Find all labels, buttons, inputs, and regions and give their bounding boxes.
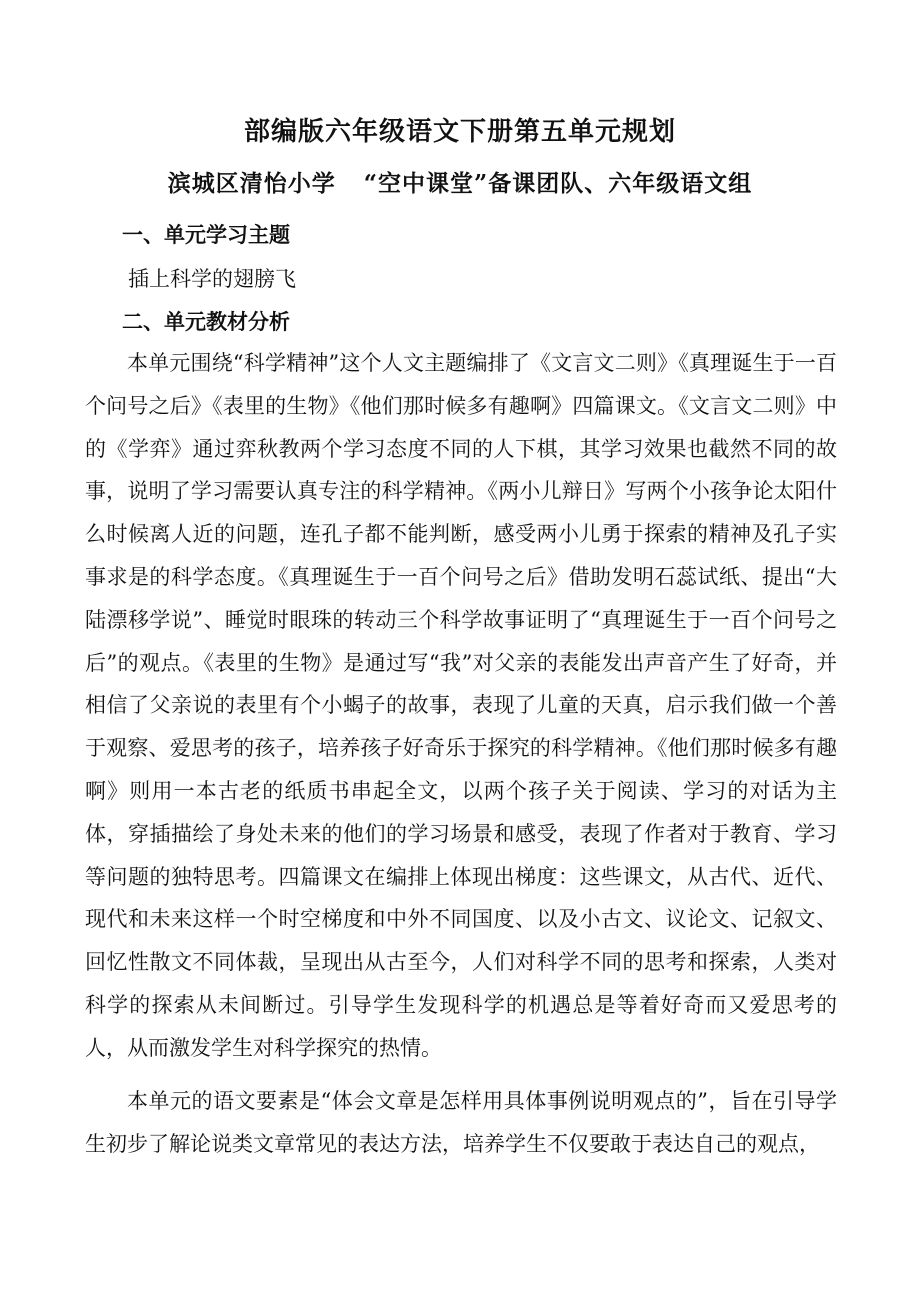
unit-theme-text: 插上科学的翅膀飞 — [128, 267, 296, 291]
document-title: 部编版六年级语文下册第五单元规划 — [243, 117, 676, 147]
document-subtitle — [0, 164, 920, 204]
school-name: 滨城区清怡小学 — [167, 170, 336, 197]
analysis-paragraph-2: 本单元的语文要素是“体会文章是怎样用具体事例说明观点的”，旨在引导学生初步了解论说类文章常见的表达方法，培养学生不仅要敢于表达自己的观点， — [85, 1089, 837, 1156]
analysis-paragraph-1: 本单元围绕“科学精神”这个人文主题编排了《文言文二则》《真理诞生于一百个问号之后》《表里的生物》《他们那时候多有趣啊》四篇课文。《文言文二则》中的《学弈》通过弈秋教两个学习态度不同的人下棋，其学习效果也截然不同的故事，说明了学习需要认真专注的科学精神。《两小儿辩日》写两个小孩争论太阳什么时候离人近的问题，连孔子都不能判断，感受两小儿勇于探索的精神及孔子实事求是的科学态度。《真理诞生于一百个问号之后》借助发明石蕊试纸、提出“大陆漂移学说”、睡觉时眼珠的转动三个科学故事证明了“真理诞生于一百个问号之后”的观点。《表里的生物》是通过写“我”对父亲的表能发出声音产生了好奇，并相信了父亲说的表里有个小蝎子的故事，表现了儿童的天真，启示我们做一个善于观察、爱思考的孩子，培养孩子好奇乐于探究的科学精神。《他们那时候多有趣啊》则用一本古老的纸质书串起全文，以两个孩子关于阅读、学习的对话为主体，穿插描绘了身处未来的他们的学习场景和感受，表现了作者对于教育、学习等问题的独特思考。四篇课文在编排上体现出梯度：这些课文，从古代、近代、现代和未来这样一个时空梯度和中外不同国度、以及小古文、议论文、记叙文、回忆性散文不同体裁，呈现出从古至今，人们对科学不同的思考和探索，人类对科学的探索从未间断过。引导学生发现科学的机遇总是等着好奇而又爱思考的人，从而激发学生对科学探究的热情。 — [85, 351, 837, 1060]
team-name: “空中课堂”备课团队、六年级语文组 — [363, 170, 753, 197]
section-heading-analysis: 二、单元教材分析 — [122, 309, 290, 334]
section-heading-theme: 一、单元学习主题 — [122, 222, 290, 247]
